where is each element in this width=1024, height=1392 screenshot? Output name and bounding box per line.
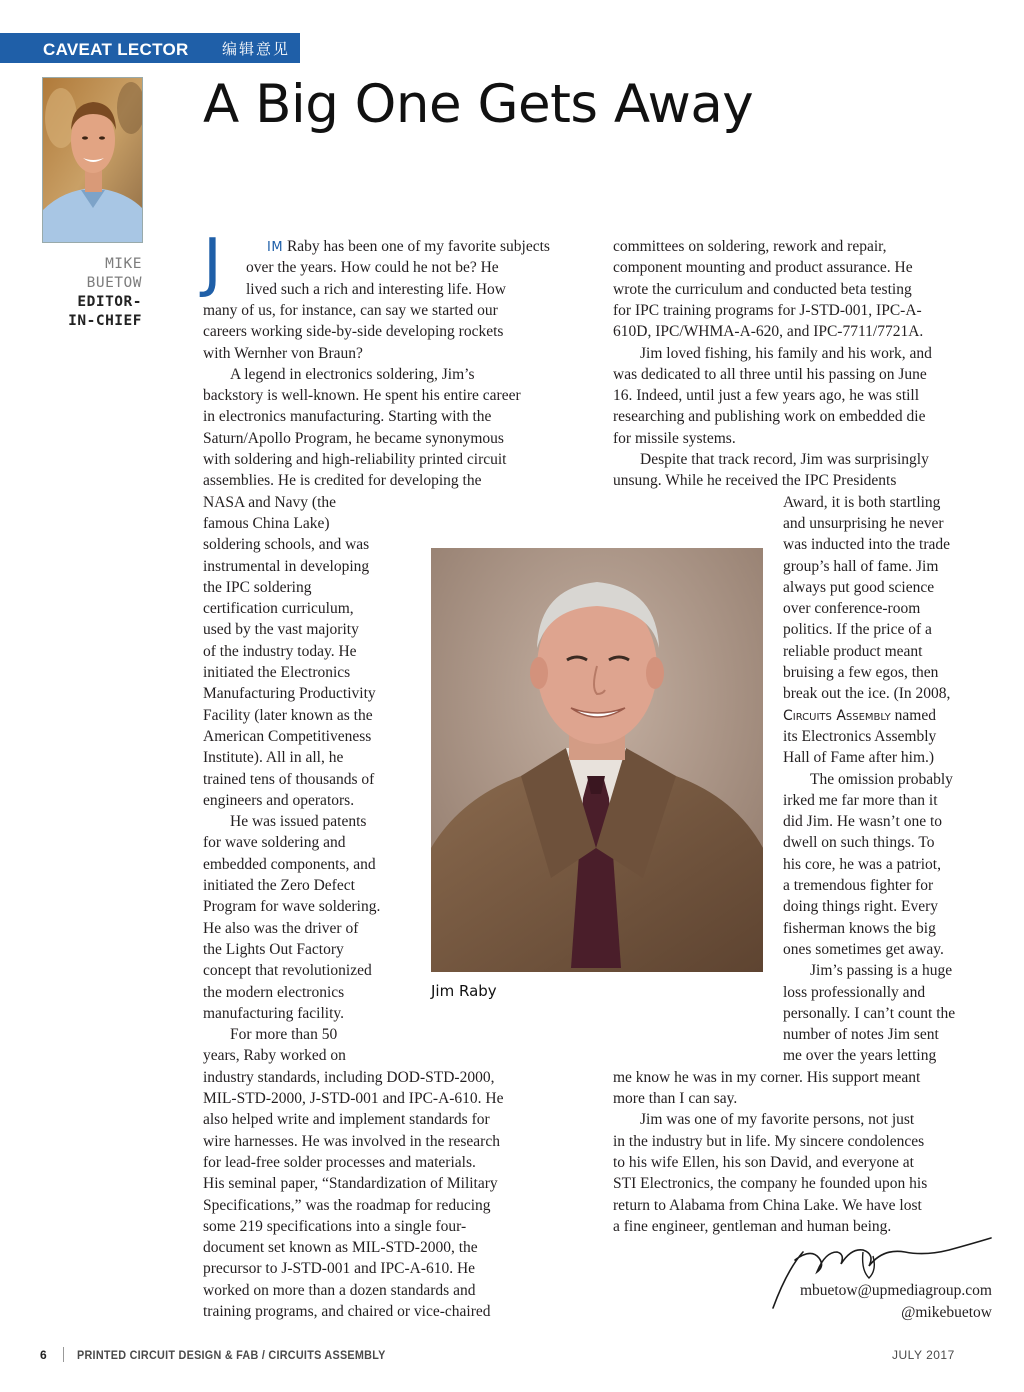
article-line: researching and publishing work on embedded die <box>613 408 926 426</box>
article-line: for lead-free solder processes and materials. <box>203 1153 476 1171</box>
publication-name: PRINTED CIRCUIT DESIGN & FAB / CIRCUITS ASSEMBLY <box>77 1348 386 1362</box>
article-line: me know he was in my corner. His support meant <box>613 1068 921 1086</box>
article-line: a tremendous fighter for <box>783 877 934 894</box>
article-line: STI Electronics, the company he founded upon his <box>613 1175 928 1193</box>
article-line: over the years. How could he not be? He <box>246 259 499 277</box>
article-line: was inducted into the trade <box>783 536 951 554</box>
article-line: initiated the Zero Defect <box>203 877 355 894</box>
article-line: Institute). All in all, he <box>203 749 344 767</box>
article-line: embedded components, and <box>203 855 376 873</box>
article-line: trained tens of thousands of <box>203 770 375 788</box>
article-line: Award, it is both startling <box>783 493 941 511</box>
article-line: He was issued patents <box>230 813 367 831</box>
article-line: industry standards, including DOD-STD-2000, <box>203 1068 495 1086</box>
article-line: instrumental in developing <box>203 557 370 575</box>
article-line: 610D, IPC/WHMA-A-620, and IPC-7711/7721A. <box>613 323 924 341</box>
article-line: and unsurprising he never <box>783 514 944 532</box>
article-line: careers working side-by-side developing rockets <box>203 323 504 341</box>
author-first-name: MIKE <box>105 256 142 272</box>
author-name <box>40 255 142 293</box>
article-line: to his wife Ellen, his son David, and everyone at <box>613 1153 914 1171</box>
article-line: committees on soldering, rework and repair, <box>613 238 887 255</box>
article-line <box>783 705 936 727</box>
article-line: document set known as MIL-STD-2000, the <box>203 1239 478 1257</box>
article-line: break out the ice. (In 2008, <box>783 685 951 703</box>
article-line: famous China Lake) <box>203 514 330 532</box>
drop-cap-continuation: IM <box>267 240 284 255</box>
article-line: some 219 specifications into a single four- <box>203 1217 467 1235</box>
article-line: assemblies. He is credited for developing the <box>203 472 482 490</box>
article-line: bruising a few egos, then <box>783 664 939 681</box>
article-line: the modern electronics <box>203 983 345 1001</box>
article-line: lived such a rich and interesting life. How <box>246 280 506 298</box>
article-line: The omission probably <box>810 770 953 788</box>
article-line: 16. Indeed, until just a few years ago, he was still <box>613 387 920 405</box>
article-line: backstory is well-known. He spent his entire career <box>203 387 521 405</box>
article-line: many of us, for instance, can say we started our <box>203 301 498 319</box>
photo-caption: Jim Raby <box>431 982 497 1000</box>
article-headline: A Big One Gets Away <box>203 74 754 135</box>
article-line: Saturn/Apollo Program, he became synonymous <box>203 429 504 447</box>
article-line: His seminal paper, “Standardization of Military <box>203 1175 498 1193</box>
article-line: in electronics manufacturing. Starting with the <box>203 408 492 426</box>
article-line: with Wernher von Braun? <box>203 344 363 362</box>
article-line: a fine engineer, gentleman and human being. <box>613 1217 892 1235</box>
article-line: Jim’s passing is a huge <box>810 962 953 980</box>
jim-raby-photo <box>431 548 763 972</box>
article-line: irked me far more than it <box>783 791 938 809</box>
article-line: MIL-STD-2000, J-STD-001 and IPC-A-610. He <box>203 1090 504 1107</box>
article-line: unsung. While he received the IPC Presidents <box>613 472 897 490</box>
article-line: over conference-room <box>783 600 921 618</box>
article-line: with soldering and high-reliability printed circuit <box>203 451 507 468</box>
article-line: fisherman knows the big <box>783 919 936 937</box>
article-line: years, Raby worked on <box>203 1047 346 1065</box>
article-line: training programs, and chaired or vice-chaired <box>203 1303 491 1320</box>
article-line-text: Raby has been one of my favorite subjects <box>283 238 550 255</box>
article-line: for missile systems. <box>613 429 736 447</box>
article-line: its Electronics Assembly <box>783 727 937 745</box>
article-line: politics. If the price of a <box>783 621 932 639</box>
article-line: ones sometimes get away. <box>783 940 944 958</box>
article-line: the Lights Out Factory <box>203 940 344 958</box>
article-line: wire harnesses. He was involved in the research <box>203 1132 500 1150</box>
author-title-line2: IN-CHIEF <box>68 313 142 329</box>
article-line: his core, he was a patriot, <box>783 855 941 873</box>
article-line: always put good science <box>783 578 935 596</box>
article-line: more than I can say. <box>613 1090 738 1107</box>
article-line: worked on more than a dozen standards and <box>203 1281 476 1299</box>
article-line: number of notes Jim sent <box>783 1026 939 1044</box>
article-line: American Competitiveness <box>203 727 372 745</box>
article-line: Jim loved fishing, his family and his work, and <box>640 344 932 362</box>
article-line: Specifications,” was the roadmap for reducing <box>203 1196 491 1214</box>
article-line: loss professionally and <box>783 983 926 1001</box>
author-photo <box>42 77 143 243</box>
article-line: precursor to J-STD-001 and IPC-A-610. He <box>203 1260 476 1278</box>
article-line: certification curriculum, <box>203 600 354 618</box>
article-line: the IPC soldering <box>203 578 312 596</box>
contact-block <box>800 1280 992 1324</box>
article-line: of the industry today. He <box>203 642 357 660</box>
article-line: Jim was one of my favorite persons, not just <box>640 1111 915 1129</box>
article-line: soldering schools, and was <box>203 536 370 554</box>
article-line: dwell on such things. To <box>783 834 935 852</box>
author-title-line1: EDITOR- <box>77 294 142 310</box>
article-line: personally. I can’t count the <box>783 1004 956 1022</box>
article-line: concept that revolutionized <box>203 962 372 980</box>
article-line <box>267 236 550 258</box>
article-line: Facility (later known as the <box>203 706 373 724</box>
article-line: Despite that track record, Jim was surprisingly <box>640 451 929 468</box>
author-title <box>40 293 142 331</box>
article-line: group’s hall of fame. Jim <box>783 557 939 575</box>
article-line: return to Alabama from China Lake. We have lost <box>613 1196 922 1214</box>
contact-email[interactable]: mbuetow@upmediagroup.com <box>799 1282 992 1299</box>
article-line: also helped write and implement standards for <box>203 1111 490 1129</box>
article-line-text: named <box>890 706 936 724</box>
article-line: engineers and operators. <box>203 791 355 809</box>
article-line: for IPC training programs for J-STD-001, IPC-A- <box>613 301 922 319</box>
article-line: component mounting and product assurance. He <box>613 259 913 277</box>
article-line: A legend in electronics soldering, Jim’s <box>230 365 475 383</box>
article-line: doing things right. Every <box>783 898 938 916</box>
article-line: did Jim. He wasn’t one to <box>783 813 943 831</box>
article-line: reliable product meant <box>783 642 923 660</box>
article-line: initiated the Electronics <box>203 664 351 681</box>
issue-date: JULY 2017 <box>892 1348 955 1362</box>
footer-divider <box>63 1347 64 1362</box>
article-line: Manufacturing Productivity <box>203 685 376 703</box>
drop-cap: J <box>203 226 222 300</box>
article-line: For more than 50 <box>230 1026 338 1044</box>
article-line: He also was the driver of <box>203 919 359 937</box>
article-line: Program for wave soldering. <box>203 898 381 916</box>
article-line: NASA and Navy (the <box>203 493 337 511</box>
article-line: used by the vast majority <box>203 621 359 639</box>
article-line: in the industry but in life. My sincere condolences <box>613 1132 925 1150</box>
author-last-name: BUETOW <box>86 275 142 291</box>
article-line: manufacturing facility. <box>203 1004 345 1022</box>
page-number: 6 <box>40 1348 47 1362</box>
contact-handle[interactable]: @mikebuetow <box>901 1304 992 1321</box>
article-line: for wave soldering and <box>203 834 346 852</box>
article-line: was dedicated to all three until his passing on June <box>613 365 927 383</box>
publication-reference: Circuits Assembly <box>783 707 891 724</box>
article-line: me over the years letting <box>783 1047 937 1065</box>
article-line: wrote the curriculum and conducted beta testing <box>613 280 912 298</box>
section-label-chinese: 编辑意见 <box>222 40 291 58</box>
section-label: CAVEAT LECTOR <box>43 40 189 59</box>
article-line: Hall of Fame after him.) <box>783 749 935 767</box>
